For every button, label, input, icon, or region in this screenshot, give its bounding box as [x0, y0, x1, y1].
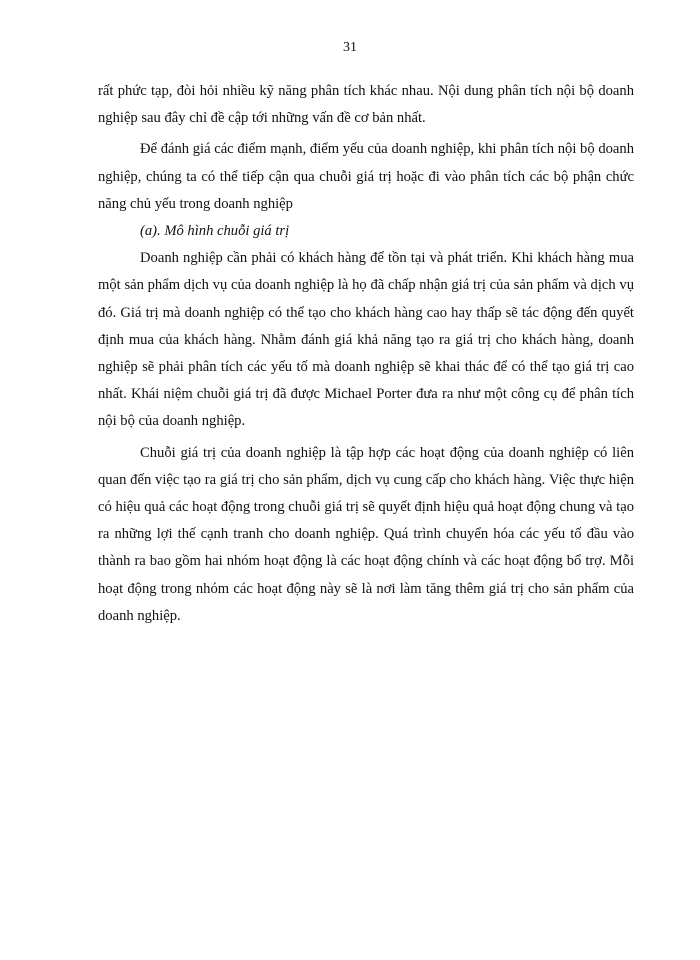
paragraph-customers: Doanh nghiệp cần phải có khách hàng để tồn tại và phát triển. Khi khách hàng mua một sản phẩm dịch vụ của doanh nghiệp là họ đã chấp nhận giá trị của sản phẩm và dịch vụ đó. Giá trị mà doanh nghiệp có thể tạo cho khách hàng cao hay thấp sẽ tác động đến quyết định mua của khách hàng. Nhằm đánh giá khả năng tạo ra giá trị cho khách hàng, doanh nghiệp sẽ phải phân tích các yếu tố mà doanh nghiệp sẽ khai thác để có thể tạo giá trị cao nhất. Khái niệm chuỗi giá trị đã được Michael Porter đưa ra như một công cụ để phân tích nội bộ của doanh nghiệp.	[98, 250, 634, 430]
section-heading-value-chain: (a). Mô hình chuỗi giá trị	[140, 223, 290, 240]
paragraph-value-chain-definition: Chuỗi giá trị của doanh nghiệp là tập hợp các hoạt động của doanh nghiệp có liên quan đến việc tạo ra giá trị cho sản phẩm, dịch vụ cung cấp cho khách hàng. Việc thực hiện có hiệu quả các hoạt động trong chuỗi giá trị sẽ quyết định hiệu quả hoạt động chung và tạo ra những lợi thế cạnh tranh cho doanh nghiệp. Quá trình chuyển hóa các yếu tố đầu vào thành ra bao gồm hai nhóm hoạt động là các hoạt động chính và các hoạt động bổ trợ. Mỗi hoạt động trong nhóm các hoạt động này sẽ là nơi làm tăng thêm giá trị cho sản phẩm của doanh nghiệp.	[98, 444, 634, 624]
paragraph-continuation: rất phức tạp, đòi hỏi nhiều kỹ năng phân tích khác nhau. Nội dung phân tích nội bộ doanh nghiệp sau đây chỉ đề cập tới những vấn đề cơ bản nhất.	[98, 83, 634, 127]
page-number: 31	[343, 40, 357, 55]
body-text	[98, 78, 634, 630]
paragraph-approach: Để đánh giá các điểm mạnh, điểm yếu của doanh nghiệp, khi phân tích nội bộ doanh nghiệp, chúng ta có thể tiếp cận qua chuỗi giá trị hoặc đi vào phân tích các bộ phận chức năng chủ yếu trong doanh nghiệp	[98, 141, 634, 212]
